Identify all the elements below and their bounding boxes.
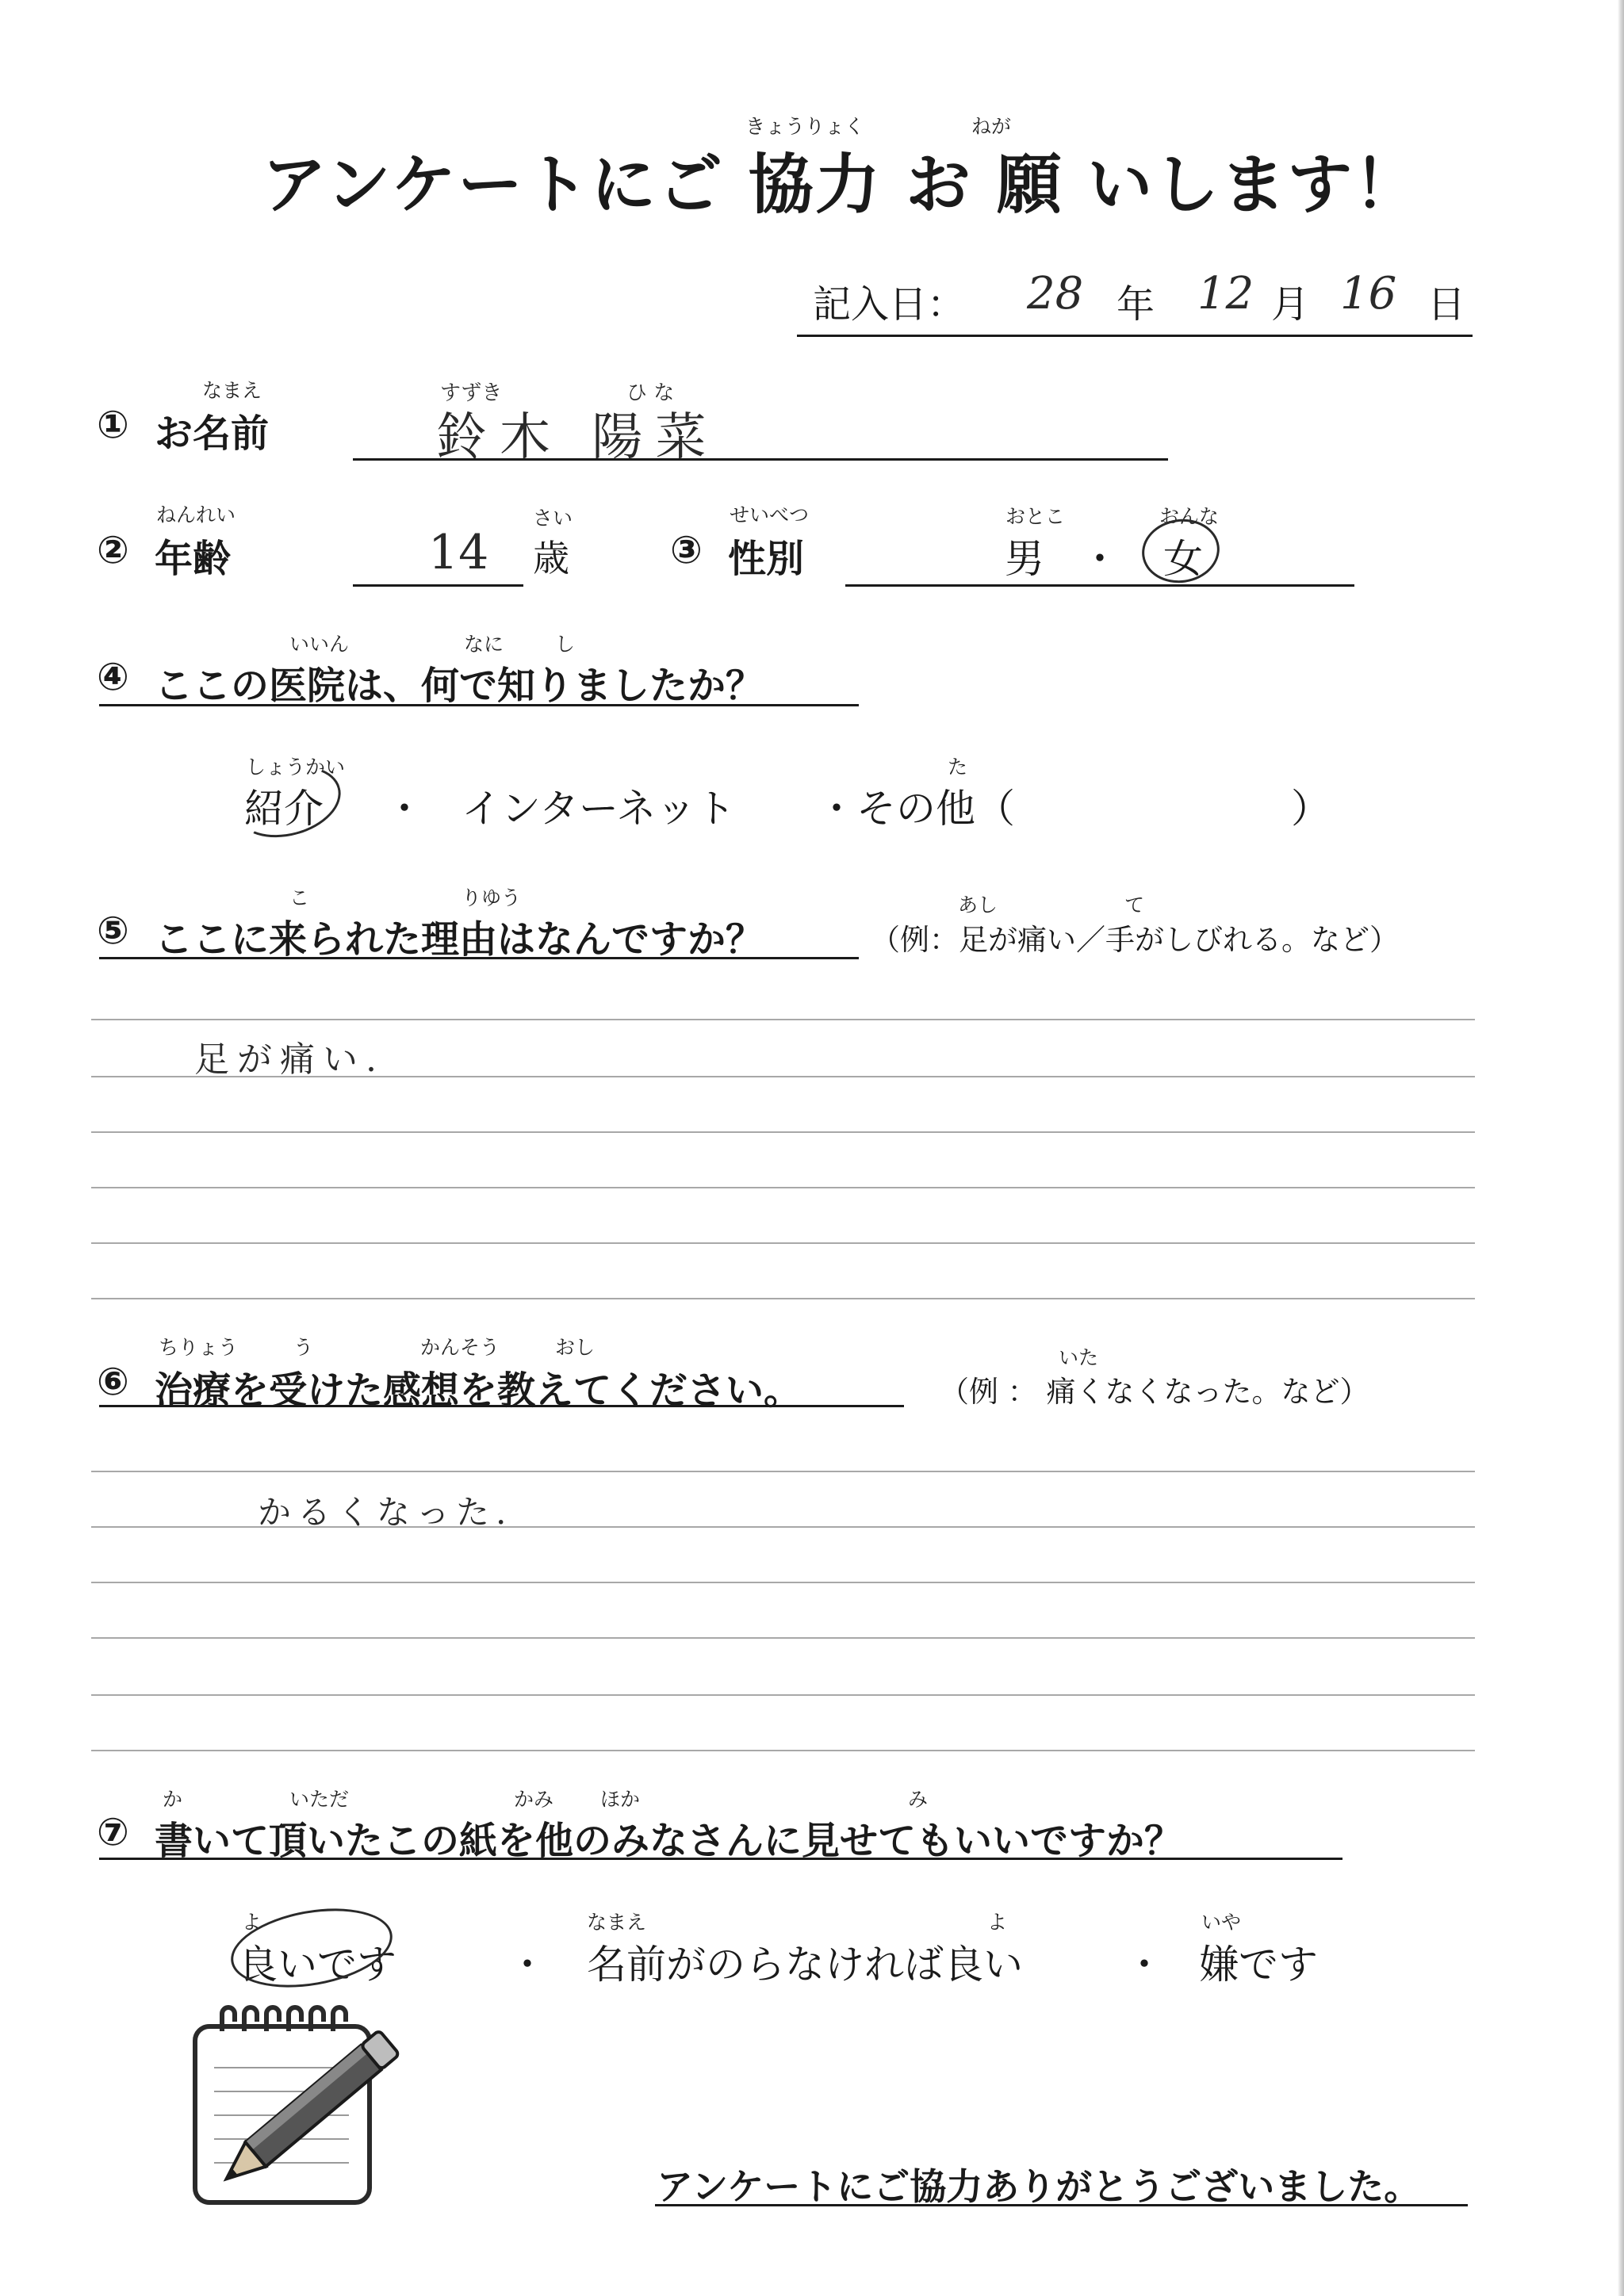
q6-ruby-u: う [293, 1336, 314, 1359]
q4-option-internet[interactable]: インターネット [462, 786, 736, 832]
q5-ruby-ko: こ [289, 886, 310, 909]
q5-answer-line-6 [91, 1298, 1475, 1299]
date-month-unit: 月 [1271, 282, 1310, 327]
q6-answer-line-3 [91, 1582, 1475, 1583]
q7-ruby-ka: か [163, 1788, 183, 1811]
q5-example: （例：足が痛い／手がしびれる。など） [871, 923, 1399, 957]
q7-option-yes[interactable]: 良いです [238, 1942, 396, 1988]
q2-number: ② [97, 528, 129, 572]
q4-option-other-close: ） [1291, 786, 1331, 832]
q1-answer-name: 鈴木 陽菜 [436, 408, 719, 467]
q7-yes-ruby: よ [242, 1911, 262, 1934]
q6-ruby-kansou: かんそう [420, 1336, 500, 1359]
q4-number: ④ [97, 655, 129, 699]
q2-answer-age: 14 [428, 525, 489, 580]
q5-answer: 足が痛い. [194, 1039, 385, 1080]
q7-ruby-mi: み [908, 1788, 929, 1811]
page-title: アンケートにご 協力 お 願 いします！ [262, 147, 1421, 223]
q3-option-female[interactable]: 女 [1163, 536, 1203, 582]
q3-gender-underline [845, 584, 1354, 587]
q6-answer-line-5 [91, 1694, 1475, 1696]
q4-ruby-shi: し [555, 633, 576, 656]
q6-ruby-chiryou: ちりょう [159, 1336, 239, 1359]
q4-separator: ・ [385, 786, 424, 832]
q7-number: ⑦ [97, 1810, 129, 1854]
q7-no-ruby: いや [1201, 1911, 1242, 1934]
q3-male-ruby: おとこ [1005, 505, 1066, 528]
q3-label: 性別 [728, 537, 805, 581]
q5-number: ⑤ [97, 909, 129, 953]
q6-answer: かるくなった. [258, 1493, 513, 1532]
date-month-value: 12 [1197, 268, 1254, 320]
title-ruby-kyouryoku: きょうりょく [745, 115, 865, 138]
q2-unit-ruby: さい [533, 507, 573, 530]
date-year-unit: 年 [1116, 282, 1155, 327]
q4-label: ここの医院は、何で知りましたか？ [155, 664, 764, 708]
q4-other-ruby: た [948, 756, 968, 779]
q4-referral-ruby: しょうかい [246, 756, 346, 779]
q1-label-ruby: なまえ [202, 379, 262, 402]
date-year-value: 28 [1027, 268, 1084, 320]
q4-label-underline [99, 704, 859, 706]
q6-label-underline [99, 1405, 904, 1407]
q3-option-male[interactable]: 男 [1005, 536, 1044, 582]
q3-female-ruby: おんな [1159, 505, 1220, 528]
footer-thanks: アンケートにご協力ありがとうございました。 [657, 2165, 1421, 2208]
q2-age-underline [353, 584, 523, 587]
q7-ruby-itada: いただ [289, 1788, 350, 1811]
q4-ruby-nani: なに [464, 633, 504, 656]
q5-label-underline [99, 957, 859, 959]
q7-separator-2: ・ [1124, 1942, 1164, 1988]
q3-number: ③ [670, 528, 703, 572]
q2-label-ruby: ねんれい [156, 503, 236, 526]
q5-example-ruby-te: て [1124, 894, 1145, 916]
date-underline [797, 335, 1473, 337]
q3-separator: ・ [1080, 536, 1120, 582]
q1-number: ① [97, 403, 129, 447]
q7-label-underline [99, 1858, 1342, 1860]
q6-example-ruby-ita: いた [1059, 1346, 1099, 1369]
q7-option-noname[interactable]: 名前がのらなければ良い [587, 1942, 1023, 1988]
date-day-value: 16 [1340, 268, 1397, 320]
q7-separator-1: ・ [508, 1942, 547, 1988]
title-ruby-negai: ねが [971, 115, 1012, 138]
notepad-pencil-icon [190, 2004, 428, 2210]
q5-answer-line-5 [91, 1242, 1475, 1244]
footer-underline [655, 2204, 1468, 2206]
q3-label-ruby: せいべつ [730, 503, 810, 526]
q6-answer-line-1 [91, 1471, 1475, 1472]
q6-example: （例 ： 痛くなくなった。など） [940, 1375, 1369, 1409]
q6-answer-line-6 [91, 1750, 1475, 1751]
q7-ruby-kami: かみ [514, 1788, 554, 1811]
q7-ruby-hoka: ほか [600, 1788, 641, 1811]
q1-answer-ruby-suzuki: すずき [440, 381, 503, 405]
q4-option-other[interactable]: ・その他（ [817, 786, 1015, 832]
q5-example-ruby-ashi: あし [958, 894, 998, 916]
q2-unit: 歳 [533, 537, 569, 580]
q6-ruby-oshi: おし [555, 1336, 596, 1359]
q7-noname-ruby-namae: なまえ [587, 1911, 647, 1934]
q6-number: ⑥ [97, 1360, 129, 1404]
q5-answer-line-4 [91, 1187, 1475, 1188]
q4-ruby-iin: いいん [289, 633, 350, 656]
date-label: 記入日： [813, 282, 966, 327]
page-edge-shadow [1618, 0, 1624, 2296]
q1-label: お名前 [155, 411, 270, 456]
q6-answer-line-4 [91, 1637, 1475, 1639]
date-day-unit: 日 [1427, 282, 1466, 327]
q5-ruby-riyuu: りゆう [462, 886, 522, 909]
q6-label: 治療を受けた感想を教えてください。 [155, 1368, 802, 1413]
q7-label: 書いて頂いたこの紙を他のみなさんに見せてもいいですか？ [155, 1819, 1183, 1863]
q4-option-referral[interactable]: 紹介 [244, 786, 324, 832]
q7-noname-ruby-yo: よ [987, 1911, 1008, 1934]
q2-label: 年齢 [155, 537, 232, 581]
q5-answer-line-1 [91, 1019, 1475, 1020]
q1-answer-ruby-hina: ひ な [626, 381, 675, 405]
q7-option-no[interactable]: 嫌です [1199, 1942, 1318, 1988]
q1-name-underline [353, 458, 1168, 461]
q5-answer-line-3 [91, 1131, 1475, 1133]
q5-label: ここに来られた理由はなんですか？ [155, 917, 764, 962]
